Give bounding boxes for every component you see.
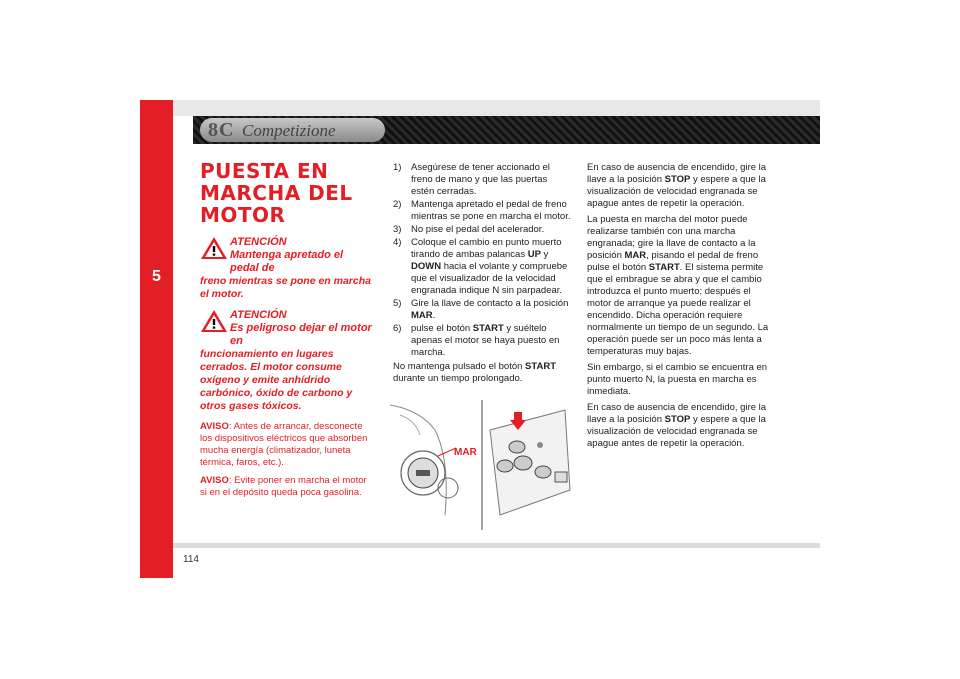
step-text-part: y — [540, 249, 549, 260]
step-number: 1) — [393, 162, 402, 173]
page-title: PUESTA EN MARCHA DEL MOTOR — [200, 159, 353, 227]
paragraph-text: , pisando el pedal de freno pulse el botón — [587, 250, 759, 273]
paragraph-bold: START — [648, 262, 680, 273]
step-text — [411, 298, 571, 322]
paragraph — [587, 402, 772, 450]
note-bold: START — [525, 361, 557, 372]
paragraph-text: . El sistema permite que el embrague se abra y que el cambio introduzca el punto muerto; después el motor de arranque ya puede realizar el encendido. Dicha operación requiere normalmente un tiempo de un segundo. La operación puede ser un poco más lenta a temperaturas muy bajas. — [587, 262, 769, 357]
ignition-illustration — [380, 400, 575, 530]
step-text-bold: UP — [527, 249, 541, 260]
step-text-part: Asegúrese de tener accionado el freno de mano y que las puertas estén cerradas. — [411, 162, 550, 197]
warning-icon — [200, 236, 228, 260]
notice-label: AVISO — [200, 475, 229, 486]
warning-text: funcionamiento en lugares cerrados. El motor consume oxígeno y emite anhídrido carbónico, óxido de carbono y otros gases tóxicos. — [200, 348, 353, 412]
step-text-part: Coloque el cambio en punto muerto tirando de ambas palancas — [411, 237, 562, 260]
chapter-number: 5 — [152, 268, 161, 285]
step-text — [411, 199, 571, 223]
middle-column — [393, 162, 571, 385]
notice-text: : Antes de arrancar, desconecte los dispositivos eléctricos que absorben mucha energía (climatizador, luneta térmica, faros, etc.). — [200, 421, 368, 468]
step-number: 6) — [393, 323, 402, 334]
right-column — [587, 162, 772, 454]
warning-heading: ATENCIÓN — [230, 309, 287, 321]
footer-bar — [173, 543, 820, 548]
logo-name: Competizione — [242, 121, 336, 140]
paragraph — [587, 162, 772, 210]
step-4 — [393, 237, 571, 297]
step-number: 4) — [393, 237, 402, 248]
step-text — [411, 323, 571, 359]
step-number: 5) — [393, 298, 402, 309]
left-column — [200, 160, 372, 503]
step-text-bold: DOWN — [411, 261, 442, 272]
warning-icon — [200, 309, 228, 333]
logo-bc: 8C — [208, 119, 235, 141]
step-text-part: pulse el botón — [411, 323, 473, 334]
step-text-part: hacia el volante y compruebe que el visualizador de la velocidad engranada indique N sin parpadear. — [411, 261, 568, 296]
step-text — [411, 162, 571, 198]
chapter-sidebar — [140, 100, 173, 578]
step-text-part: No pise el pedal del acelerador. — [411, 224, 545, 235]
step-number: 2) — [393, 199, 402, 210]
ignition-photo — [380, 400, 575, 530]
header-bar — [173, 100, 820, 116]
step-number: 3) — [393, 224, 402, 235]
step-text-bold: START — [472, 323, 504, 334]
paragraph-text: y espere a que la visualización de velocidad engranada se apague antes de repetir la operación. — [587, 414, 766, 449]
paragraph-bold: STOP — [664, 414, 691, 425]
paragraph-text: La puesta en marcha del motor puede realizarse también con una marcha engranada; gire la llave de contacto a la posición — [587, 214, 756, 261]
notice-label: AVISO — [200, 421, 229, 432]
paragraph-bold: STOP — [664, 174, 691, 185]
paragraph — [587, 362, 772, 398]
paragraph-bold: MAR — [624, 250, 647, 261]
notice-2 — [200, 475, 372, 499]
notice-text: : Evite poner en marcha el motor si en el depósito queda poca gasolina. — [200, 475, 367, 498]
note-text: durante un tiempo prolongado. — [393, 373, 523, 384]
warning-text-first: Es peligroso dejar el motor en — [230, 322, 372, 347]
step-3 — [393, 224, 571, 236]
brand-logo — [200, 118, 385, 142]
notice-1 — [200, 421, 372, 469]
step-2 — [393, 199, 571, 223]
step-text — [411, 237, 571, 297]
warning-heading: ATENCIÓN — [230, 236, 287, 248]
step-text-part: . — [432, 310, 436, 321]
step-text-part: Gire la llave de contacto a la posición — [411, 298, 569, 309]
paragraph-text: Sin embargo, si el cambio se encuentra en punto muerto N, la puesta en marcha es inmediata. — [587, 362, 768, 397]
paragraph-text: y espere a que la visualización de velocidad engranada se apague antes de repetir la operación. — [587, 174, 766, 209]
paragraph-text: En caso de ausencia de encendido, gire la llave a la posición — [587, 162, 767, 185]
page-number: 114 — [183, 554, 199, 565]
photo-label-mar: MAR — [454, 447, 477, 458]
note-text: No mantenga pulsado el botón — [393, 361, 526, 372]
warning-2 — [200, 309, 372, 413]
step-5 — [393, 298, 571, 322]
warning-text: freno mientras se pone en marcha el motor. — [200, 275, 371, 300]
warning-text-first: Mantenga apretado el pedal de — [230, 249, 344, 274]
step-text-part: Mantenga apretado el pedal de freno mientras se pone en marcha el motor. — [411, 199, 571, 222]
step-text-bold: MAR — [411, 310, 433, 321]
start-note — [393, 361, 571, 385]
step-text-part: y suéltelo apenas el motor se haya puesto en marcha. — [411, 323, 560, 358]
step-1 — [393, 162, 571, 198]
paragraph — [587, 214, 772, 358]
warning-1 — [200, 236, 372, 301]
step-6 — [393, 323, 571, 359]
paragraph-text: En caso de ausencia de encendido, gire la llave a la posición — [587, 402, 767, 425]
step-text — [411, 224, 571, 236]
